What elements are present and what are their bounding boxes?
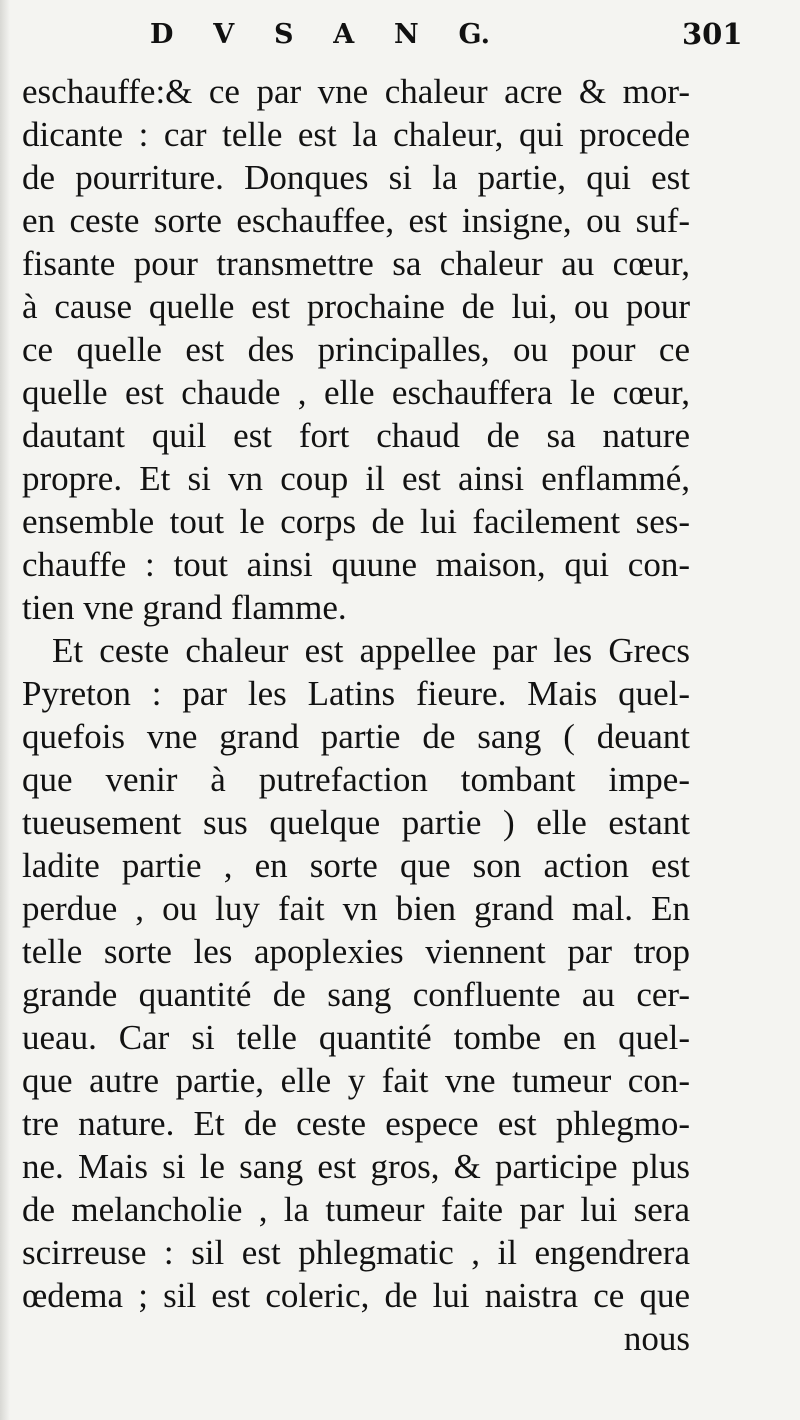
text-line: de melancholie , la tumeur faite par lui sera xyxy=(22,1190,690,1229)
catchword: nous xyxy=(623,1319,690,1358)
text-line: ce quelle est des principalles, ou pour ce xyxy=(22,330,690,369)
running-head-letter: G. xyxy=(458,18,490,50)
text-line: ensemble tout le corps de lui facilement ses- xyxy=(22,502,690,541)
text-line: chauffe : tout ainsi quune maison, qui con- xyxy=(22,545,690,584)
text-line: fisante pour transmettre sa chaleur au cœur, xyxy=(22,244,690,283)
text-line: tre nature. Et de ceste espece est phlegmo- xyxy=(22,1104,690,1143)
text-line: ueau. Car si telle quantité tombe en quel- xyxy=(22,1018,690,1057)
text-line: de pourriture. Donques si la partie, qui est xyxy=(22,158,690,197)
text-line: ne. Mais si le sang est gros, & participe plus xyxy=(22,1147,690,1186)
text-line: dautant quil est fort chaud de sa nature xyxy=(22,416,690,455)
text-line: Pyreton : par les Latins fieure. Mais quel- xyxy=(22,674,690,713)
text-line: que venir à putrefaction tombant impe- xyxy=(22,760,690,799)
running-head-letter: N xyxy=(394,18,419,50)
running-head-letter: S xyxy=(273,18,294,50)
text-line: perdue , ou luy fait vn bien grand mal. En xyxy=(22,889,690,928)
running-head-letter: A xyxy=(333,18,355,50)
text-line: tueusement sus quelque partie ) elle estant xyxy=(22,803,690,842)
running-head-letter: V xyxy=(213,18,235,50)
text-line: que autre partie, elle y fait vne tumeur con- xyxy=(22,1061,690,1100)
page-number: 301 xyxy=(682,17,743,51)
text-line: à cause quelle est prochaine de lui, ou pour xyxy=(22,287,690,326)
text-line: dicante : car telle est la chaleur, qui procede xyxy=(22,115,690,154)
text-line: grande quantité de sang confluente au cer- xyxy=(22,975,690,1014)
body-text xyxy=(22,70,690,1360)
text-line: telle sorte les apoplexies viennent par trop xyxy=(22,932,690,971)
text-line: ladite partie , en sorte que son action est xyxy=(22,846,690,885)
text-line: scirreuse : sil est phlegmatic , il engendrera xyxy=(22,1233,690,1272)
text-line: quefois vne grand partie de sang ( deuant xyxy=(22,717,690,756)
text-line: en ceste sorte eschauffee, est insigne, ou suf- xyxy=(22,201,690,240)
paragraph-first-line: Et ceste chaleur est appellee par les Grecs xyxy=(52,631,690,670)
page-gutter-shadow xyxy=(0,0,10,1420)
text-line: quelle est chaude , elle eschauffera le cœur, xyxy=(22,373,690,412)
running-head-letter: D xyxy=(150,18,174,50)
text-line: eschauffe:& ce par vne chaleur acre & mor- xyxy=(22,72,690,111)
text-line: tien vne grand flamme. xyxy=(22,588,347,627)
text-line: propre. Et si vn coup il est ainsi enflammé, xyxy=(22,459,690,498)
text-line: œdema ; sil est coleric, de lui naistra ce que xyxy=(22,1276,690,1315)
running-head xyxy=(150,14,490,54)
